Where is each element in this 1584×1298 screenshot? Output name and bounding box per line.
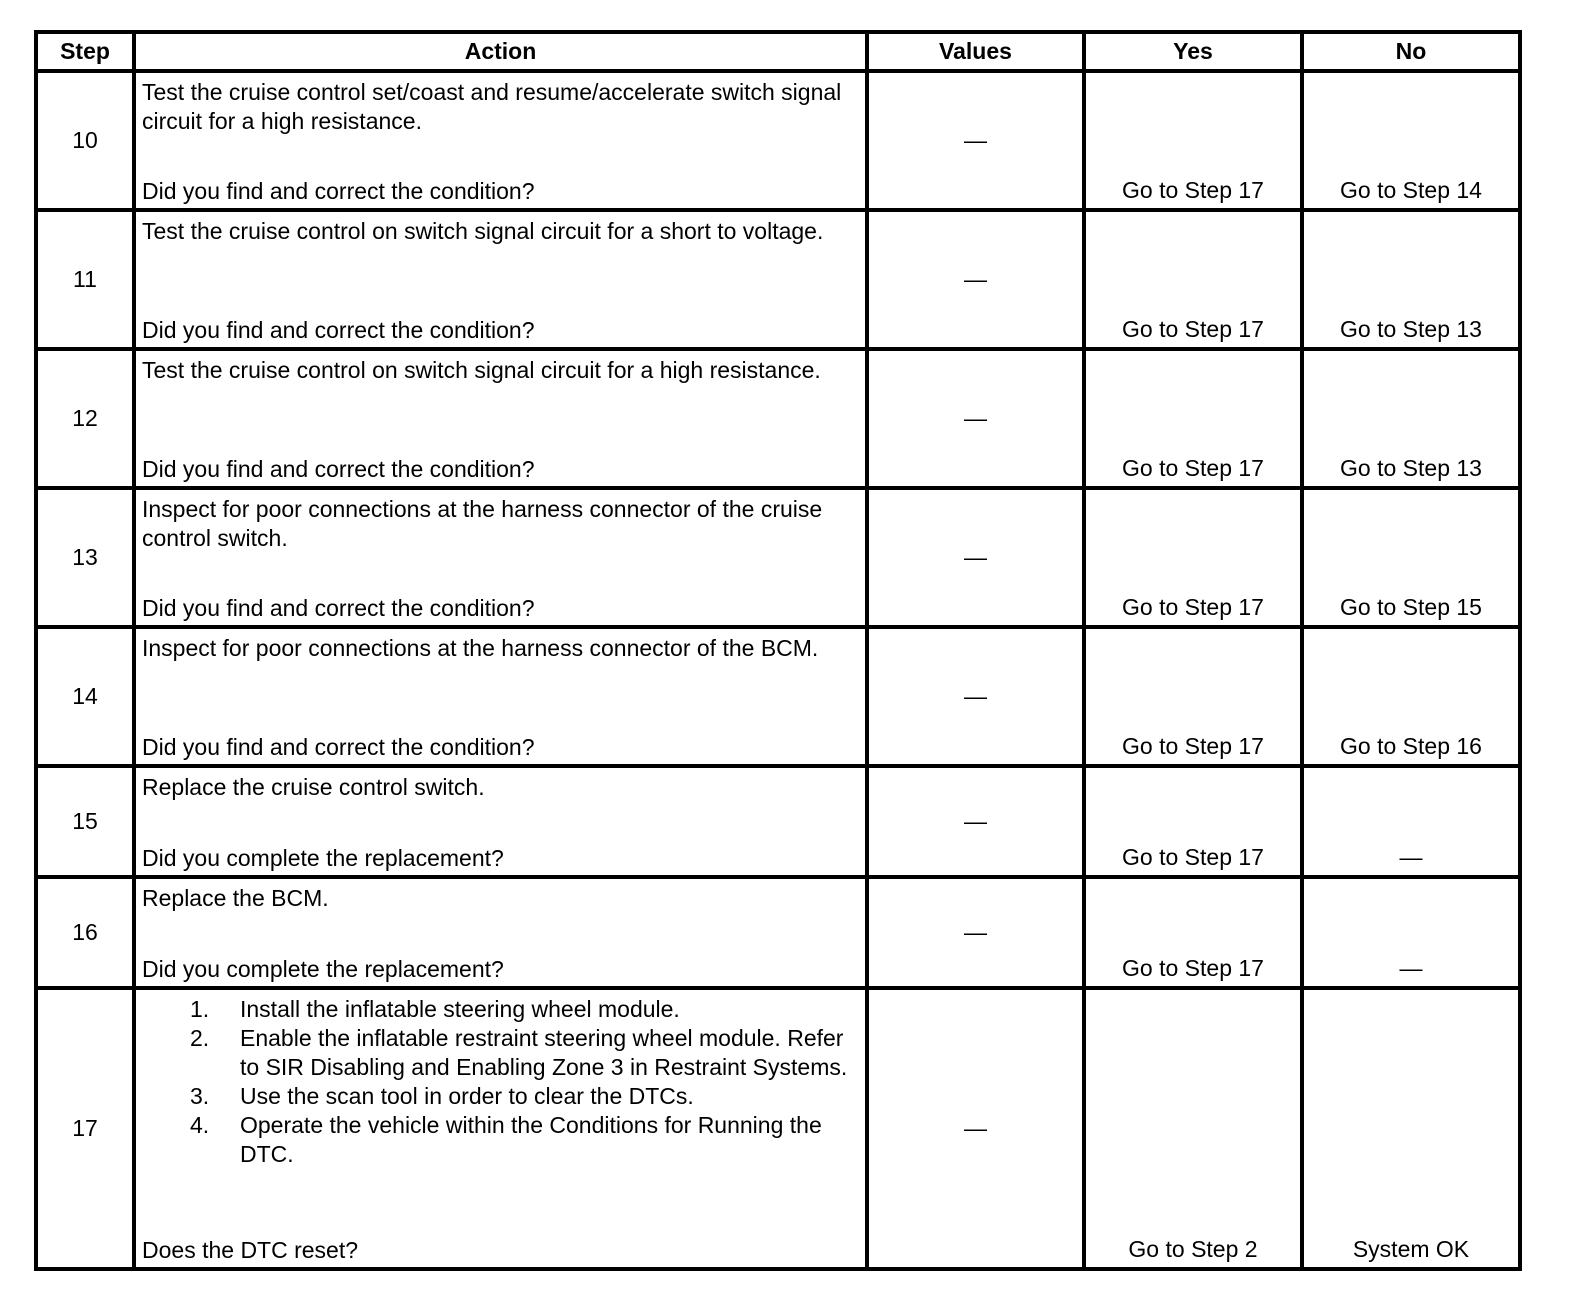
values-cell: — (867, 627, 1084, 766)
values-cell: — (867, 766, 1084, 877)
substep-number: 1. (190, 996, 210, 1022)
step-number: 16 (36, 877, 134, 988)
action-cell (134, 627, 867, 766)
action-cell (134, 71, 867, 210)
no-cell: Go to Step 13 (1302, 349, 1520, 488)
table-row (36, 877, 1520, 988)
yes-cell: Go to Step 17 (1084, 877, 1302, 988)
yes-cell: Go to Step 17 (1084, 488, 1302, 627)
action-cell (134, 488, 867, 627)
step-number: 10 (36, 71, 134, 210)
action-question: Did you find and correct the condition? (142, 456, 535, 482)
action-question: Did you find and correct the condition? (142, 734, 535, 760)
action-question: Did you complete the replacement? (142, 956, 504, 982)
yes-cell: Go to Step 17 (1084, 349, 1302, 488)
action-question: Did you find and correct the condition? (142, 595, 535, 621)
header-yes: Yes (1084, 32, 1302, 71)
table-row (36, 349, 1520, 488)
table-row (36, 210, 1520, 349)
header-action: Action (134, 32, 867, 71)
step-number: 14 (36, 627, 134, 766)
no-cell: Go to Step 14 (1302, 71, 1520, 210)
list-item (142, 1082, 859, 1111)
no-cell: Go to Step 13 (1302, 210, 1520, 349)
yes-cell: Go to Step 2 (1084, 988, 1302, 1269)
action-question: Did you find and correct the condition? (142, 317, 535, 343)
list-item (142, 1111, 859, 1169)
values-cell: — (867, 71, 1084, 210)
no-cell: — (1302, 766, 1520, 877)
values-cell: — (867, 349, 1084, 488)
action-text: Inspect for poor connections at the harness connector of the BCM. (142, 635, 819, 661)
yes-cell: Go to Step 17 (1084, 71, 1302, 210)
action-text: Test the cruise control on switch signal circuit for a short to voltage. (142, 218, 824, 244)
substep-list (142, 995, 859, 1169)
no-cell: Go to Step 16 (1302, 627, 1520, 766)
yes-cell: Go to Step 17 (1084, 627, 1302, 766)
table-row (36, 988, 1520, 1269)
action-cell (134, 988, 867, 1269)
action-text: Inspect for poor connections at the harness connector of the cruise control switch. (142, 496, 823, 551)
step-number: 12 (36, 349, 134, 488)
list-item (142, 995, 859, 1024)
substep-text: Operate the vehicle within the Conditions for Running the DTC. (240, 1112, 822, 1167)
step-number: 15 (36, 766, 134, 877)
action-cell (134, 877, 867, 988)
substep-text: Enable the inflatable restraint steering wheel module. Refer to SIR Disabling and Enabling Zone 3 in Restraint Systems. (240, 1025, 848, 1080)
no-cell: System OK (1302, 988, 1520, 1269)
step-number: 17 (36, 988, 134, 1269)
substep-text: Use the scan tool in order to clear the DTCs. (240, 1083, 694, 1109)
action-cell (134, 766, 867, 877)
substep-number: 4. (190, 1112, 210, 1138)
no-cell: — (1302, 877, 1520, 988)
yes-cell: Go to Step 17 (1084, 766, 1302, 877)
action-question: Does the DTC reset? (142, 1237, 359, 1263)
table-row (36, 71, 1520, 210)
step-number: 11 (36, 210, 134, 349)
table-row (36, 627, 1520, 766)
list-item (142, 1024, 859, 1082)
action-text: Replace the cruise control switch. (142, 774, 485, 800)
action-text: Test the cruise control set/coast and resume/accelerate switch signal circuit for a high resistance. (142, 79, 842, 134)
substep-text: Install the inflatable steering wheel module. (240, 996, 680, 1022)
header-no: No (1302, 32, 1520, 71)
action-question: Did you complete the replacement? (142, 845, 504, 871)
substep-number: 3. (190, 1083, 210, 1109)
action-text: Test the cruise control on switch signal circuit for a high resistance. (142, 357, 821, 383)
substep-number: 2. (190, 1025, 210, 1051)
header-values: Values (867, 32, 1084, 71)
header-row (36, 32, 1520, 71)
header-step: Step (36, 32, 134, 71)
values-cell: — (867, 877, 1084, 988)
step-number: 13 (36, 488, 134, 627)
action-cell (134, 349, 867, 488)
action-question: Did you find and correct the condition? (142, 178, 535, 204)
values-cell: — (867, 488, 1084, 627)
yes-cell: Go to Step 17 (1084, 210, 1302, 349)
action-cell (134, 210, 867, 349)
table-row (36, 488, 1520, 627)
diagnostic-table (34, 30, 1522, 1271)
values-cell: — (867, 210, 1084, 349)
action-text: Replace the BCM. (142, 885, 329, 911)
values-cell: — (867, 988, 1084, 1269)
table-row (36, 766, 1520, 877)
no-cell: Go to Step 15 (1302, 488, 1520, 627)
